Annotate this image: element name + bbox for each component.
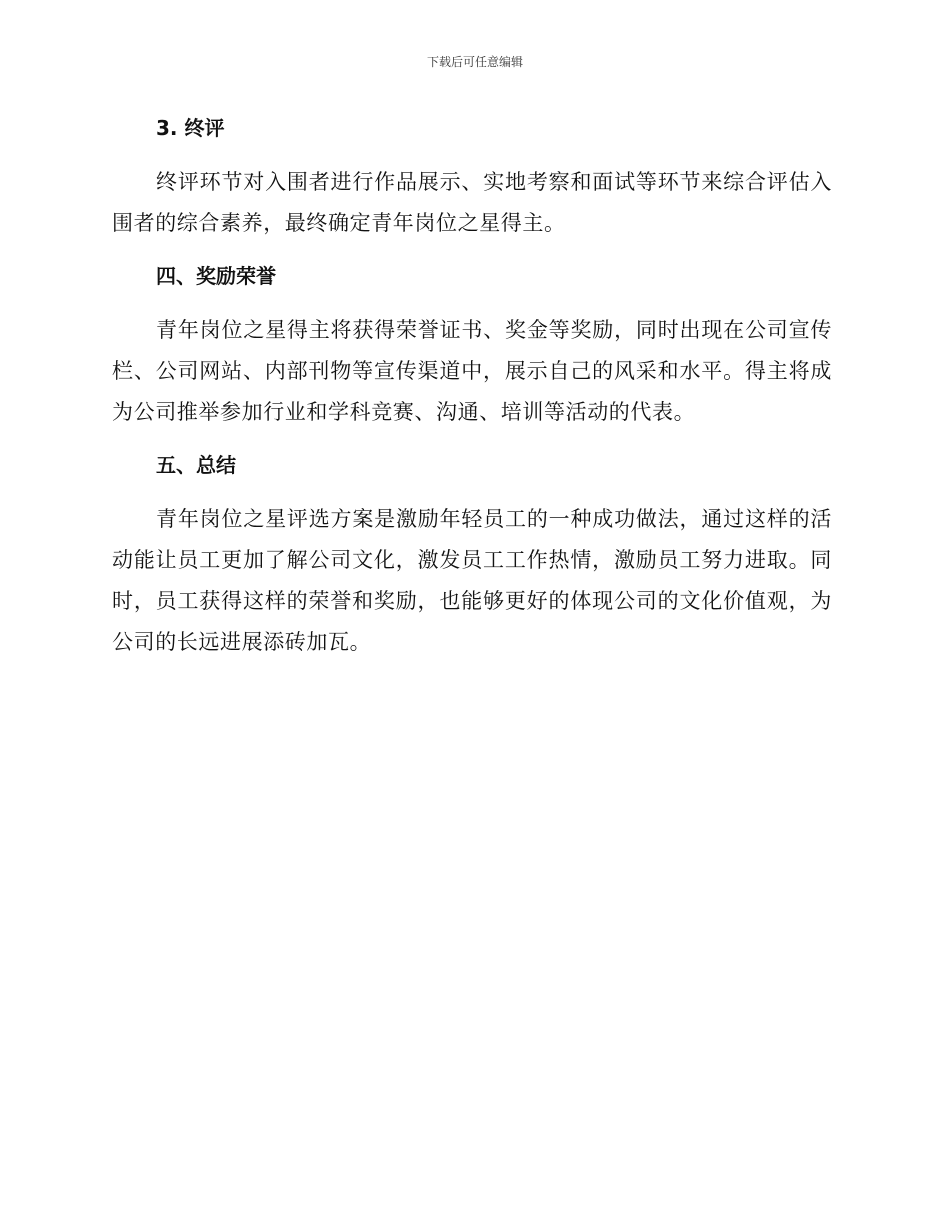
section-paragraph-summary: 青年岗位之星评选方案是激励年轻员工的一种成功做法，通过这样的活动能让员工更加了解公司文化，激发员工工作热情，激励员工努力进取。同时，员工获得这样的荣誉和奖励，也能够更好的体现公司的文化价值观，为公司的长远进展添砖加瓦。 [112,507,832,654]
page-header: 下载后可任意编辑 [426,55,523,69]
section-heading-summary: 五、总结 [156,453,236,477]
section-heading-final-review: 3. 终评 [156,116,225,140]
document-body [112,108,832,663]
section-paragraph-awards: 青年岗位之星得主将获得荣誉证书、奖金等奖励，同时出现在公司宣传栏、公司网站、内部刊物等宣传渠道中，展示自己的风采和水平。得主将成为公司推举参加行业和学科竞赛、沟通、培训等活动的代表。 [112,318,832,424]
section-heading-awards: 四、奖励荣誉 [156,264,276,288]
section-paragraph-final-review: 终评环节对入围者进行作品展示、实地考察和面试等环节来综合评估入围者的综合素养，最终确定青年岗位之星得主。 [112,170,832,235]
